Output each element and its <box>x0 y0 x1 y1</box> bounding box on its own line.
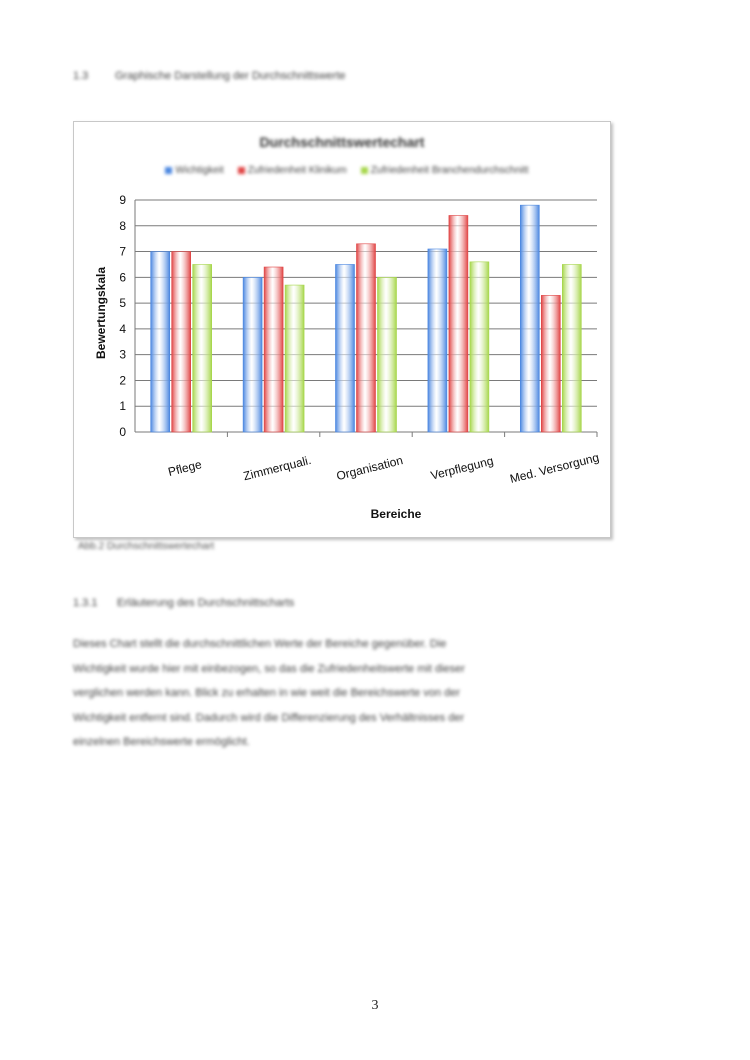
section-title: Graphische Darstellung der Durchschnittswerte <box>115 70 346 82</box>
paragraph-line: Dieses Chart stellt die durchschnittlichen Werte der Bereiche gegenüber. Die <box>73 638 447 650</box>
section-number: 1.3 <box>73 70 89 82</box>
body-paragraph <box>73 632 573 755</box>
subsection-heading <box>73 597 294 609</box>
subsection-number: 1.3.1 <box>73 597 98 609</box>
bar-1-0 <box>243 277 262 432</box>
bar-3-1 <box>449 215 468 432</box>
legend-label-wichtigkeit: Wichtigkeit <box>175 165 224 176</box>
bar-2-2 <box>378 277 397 432</box>
y-tick-label: 3 <box>119 347 126 362</box>
bar-2-0 <box>336 264 355 432</box>
paragraph-line: verglichen werden kann. Blick zu erhalten in wie weit die Bereichswerte von der <box>73 687 461 699</box>
y-tick-label: 2 <box>119 373 126 388</box>
x-axis-title: Bereiche <box>370 507 422 521</box>
x-tick-label: Pflege <box>166 457 204 480</box>
bar-4-1 <box>541 295 560 432</box>
bar-3-2 <box>470 262 489 432</box>
legend-label-zufriedenheit-klinikum: Zufriedenheit Klinikum <box>247 165 347 176</box>
legend-label-zufriedenheit-branche: Zufriedenheit Branchendurchschnitt <box>370 165 529 176</box>
y-axis-title: Bewertungskala <box>94 266 108 360</box>
chart-container <box>73 121 611 538</box>
bar-1-1 <box>264 267 283 432</box>
x-tick-label: Organisation <box>334 453 405 484</box>
figure-caption: Abb.2 Durchschnittswertechart <box>78 541 215 552</box>
y-tick-label: 5 <box>119 296 126 311</box>
bar-0-0 <box>151 252 170 432</box>
bar-chart-plot <box>74 122 610 537</box>
x-tick-label: Med. Versorgung <box>508 450 601 486</box>
y-tick-label: 1 <box>119 399 126 414</box>
y-tick-label: 9 <box>119 193 126 207</box>
bar-2-1 <box>357 244 376 432</box>
subsection-title: Erläuterung des Durchschnittscharts <box>117 597 295 609</box>
paragraph-line: Wichtigkeit entfernt sind. Dadurch wird die Differenzierung des Verhältnisses der <box>73 711 465 724</box>
bar-4-2 <box>562 264 581 432</box>
paragraph-line: einzelnen Bereichswerte ermöglicht. <box>73 736 250 748</box>
bar-0-2 <box>193 264 212 432</box>
y-tick-label: 4 <box>119 321 126 336</box>
y-tick-label: 6 <box>119 270 126 285</box>
bar-1-2 <box>285 285 304 432</box>
bar-4-0 <box>520 205 539 432</box>
page-number: 3 <box>371 998 379 1013</box>
paragraph-line: Wichtigkeit wurde hier mit einbezogen, so das die Zufriedenheitswerte mit dieser <box>73 662 465 675</box>
chart-title: Durchschnittswertechart <box>259 134 425 150</box>
section-heading <box>73 70 346 82</box>
y-tick-label: 0 <box>119 425 126 439</box>
bar-3-0 <box>428 249 447 432</box>
y-tick-label: 7 <box>119 244 126 259</box>
x-tick-label: Verpflegung <box>429 453 495 483</box>
y-tick-label: 8 <box>119 218 126 233</box>
x-tick-label: Zimmerquali. <box>241 452 313 484</box>
bar-0-1 <box>172 252 191 432</box>
